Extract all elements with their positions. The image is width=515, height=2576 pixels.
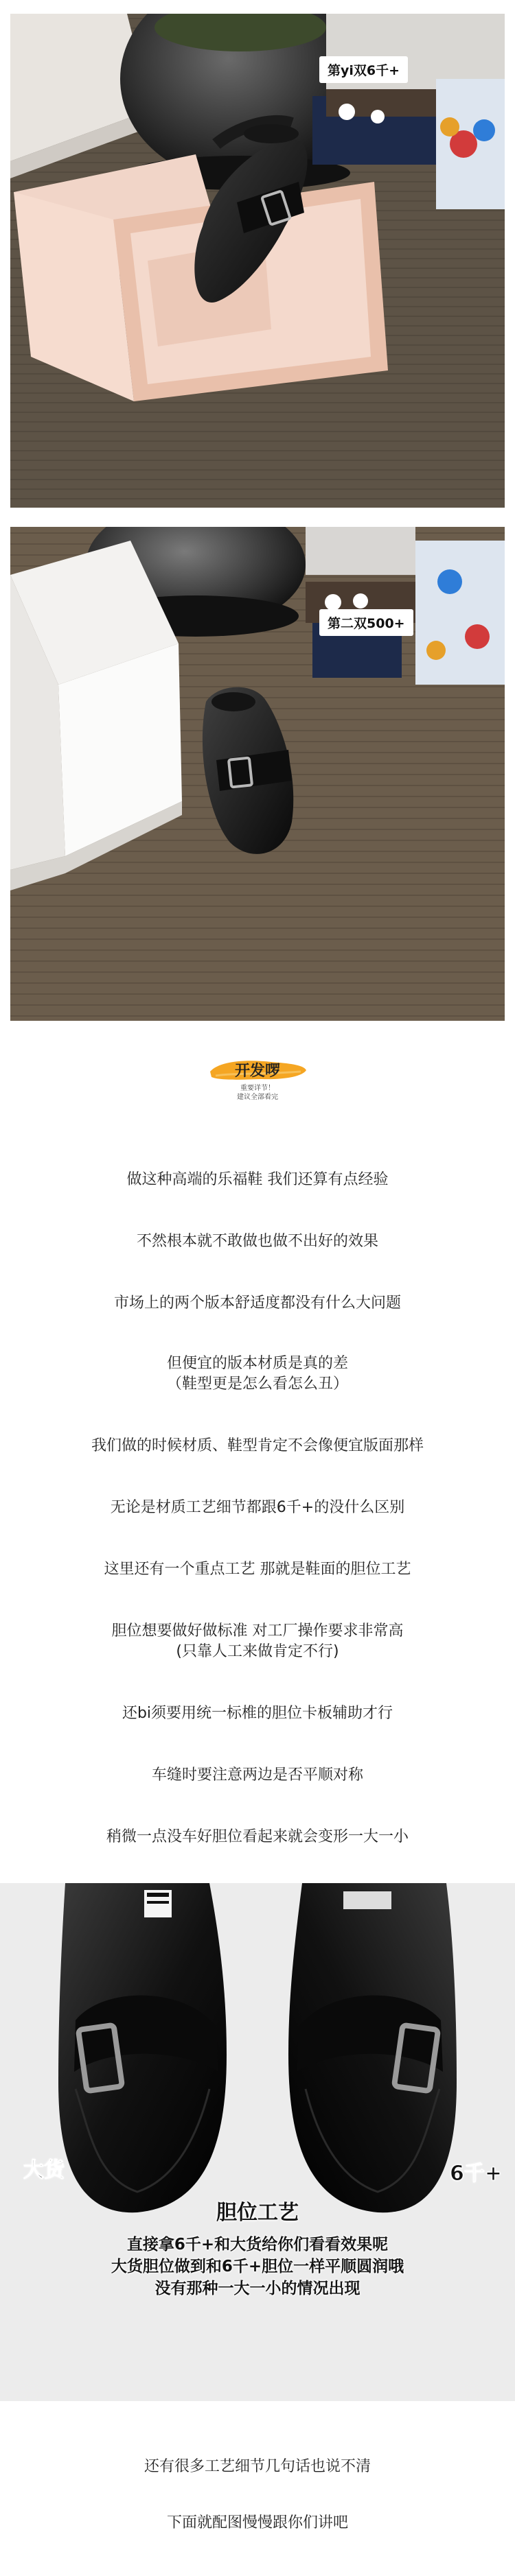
section-subtitle-line-2: 建议全部看完 (237, 1094, 278, 1101)
paragraph-5: 我们做的时候材质、鞋型肯定不会像便宜版面那样 (91, 1437, 424, 1454)
paragraph-4: 但便宜的版本材质是真的差 (166, 1355, 348, 1372)
paragraph-10: 车缝时要注意两边是否平顺对称 (151, 1766, 363, 1784)
product-photo-second-pair (10, 527, 505, 1021)
closing-line-2: 下面就配图慢慢跟你们讲吧 (166, 2514, 348, 2531)
section-title: 开发啰 (234, 1063, 280, 1080)
section-subtitle (0, 1084, 515, 1102)
label-bulk-goods: 大货 (23, 2158, 65, 2182)
craft-comparison-panel (0, 1883, 515, 2401)
craft-line-2: 大货胆位做到和6千+胆位一样平顺圆润哦 (111, 2258, 404, 2276)
photo-tag-second-pair: 第二双500+ (319, 609, 413, 636)
paragraph-3: 市场上的两个版本舒适度都没有什么大问题 (113, 1295, 401, 1312)
photo-first-pair-image (10, 14, 505, 508)
paragraph-8-note: (只靠人工来做肯定不行) (176, 1643, 339, 1660)
paragraph-11: 稍微一点没车好胆位看起来就会变形一大一小 (106, 1828, 409, 1845)
paragraph-7: 这里还有一个重点工艺 那就是鞋面的胆位工艺 (104, 1561, 411, 1578)
paragraph-6: 无论是材质工艺细节都跟6千+的没什么区别 (110, 1499, 405, 1516)
photo-tag-first-pair: 第yi双6千+ (319, 56, 408, 83)
craft-line-1: 直接拿6千+和大货给你们看看效果呢 (126, 2236, 389, 2254)
craft-line-3: 没有那种一大一小的情况出现 (154, 2280, 360, 2297)
craft-title: 胆位工艺 (216, 2201, 299, 2225)
label-premium-version: 6千+ (450, 2162, 503, 2186)
paragraph-2: 不然根本就不敢做也做不出好的效果 (136, 1233, 378, 1250)
section-subtitle-line-1: 重要详节！ (240, 1085, 275, 1092)
photo-second-pair-image (10, 527, 505, 1021)
closing-line-1: 还有很多工艺细节几句话也说不清 (144, 2458, 371, 2475)
product-photo-first-pair (10, 14, 505, 508)
paragraph-9: 还bi须要用统一标椎的胆位卡板辅助才行 (122, 1705, 393, 1722)
paragraph-4-note: （鞋型更是怎么看怎么丑） (166, 1375, 348, 1393)
paragraph-8: 胆位想要做好做标准 对工厂操作要求非常高 (111, 1622, 404, 1640)
shoe-comparison-image (0, 1883, 515, 2401)
paragraph-1: 做这种高端的乐福鞋 我们还算有点经验 (126, 1171, 389, 1188)
